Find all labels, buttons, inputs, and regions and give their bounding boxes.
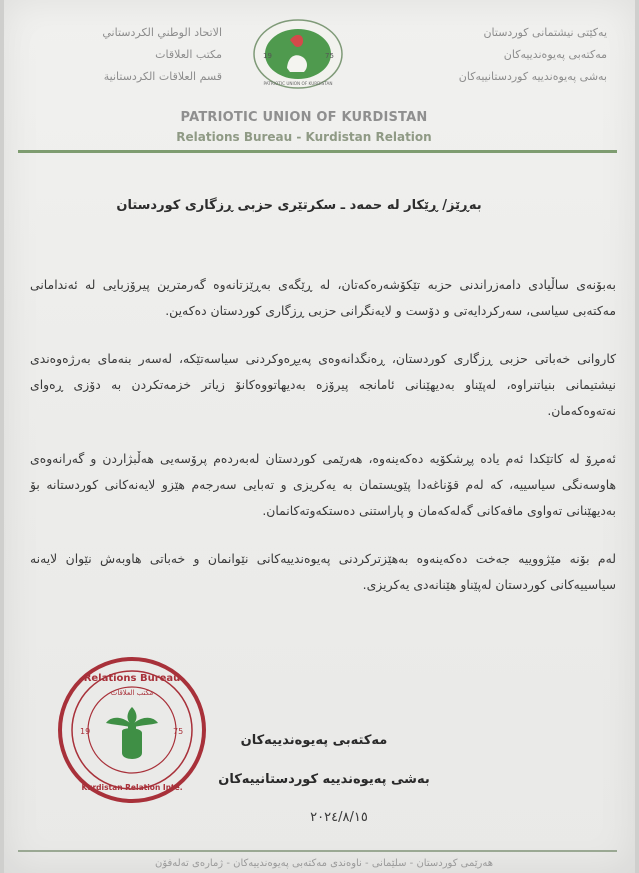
header-kurdish-line-2: مەکتەبی پەیوەندییەکان: [503, 48, 607, 61]
english-title: PATRIOTIC UNION OF KURDISTAN: [180, 110, 428, 125]
english-subtitle: Relations Bureau - Kurdistan Relation: [176, 130, 432, 144]
header-divider: [18, 150, 617, 153]
footer-text: هەرێمی کوردستان - سلێمانی - ناوەندی مەکتەبی پەیوەندییەکان - ژمارەی تەلەفۆن: [154, 858, 493, 869]
letter-paragraph-1: بەبۆنەی ساڵیادی دامەزراندنی حزبە تێکۆشەرەکەتان، لە ڕێگەی بەڕێزتانەوە گەرمترین پیرۆزبایی لە ئەندامانی مەکتەبی سیاسی، سەرکردایەتی و دۆست و لایەنگرانی حزبی ڕزگاری کوردستان دەکەین.: [30, 277, 616, 318]
header-kurdish-line-1: یەکێتی نیشتمانی کوردستان: [483, 26, 607, 39]
official-seal-icon: [56, 655, 208, 805]
logo-ring-text: PATRIOTIC UNION OF KURDISTAN: [263, 81, 333, 86]
letter-paper: [4, 0, 635, 873]
seal-bottom-text: Kurdistan Relation Inte.: [81, 783, 183, 792]
letter-paragraph-2: کاروانی خەباتی حزبی ڕزگاری کوردستان، ڕەنگدانەوەی پەیڕەوکردنی سیاسەتێکە، لەسەر بنەمای بەرژەوەندی نیشتیمانی بنیاتنراوە، لەپێناو بەدیهێنانی ئامانجە پیرۆزە بەدیهاتووەکانۆ زیاتر خزمەتکردن بە دۆزی ڕەوای نەتەوەکەمان.: [30, 351, 616, 418]
header-arabic-line-1: الاتحاد الوطني الكردستاني: [102, 26, 222, 39]
header-arabic: [22, 22, 222, 88]
seal-year-right: 75: [173, 727, 184, 736]
seal-outer-text: Relations Bureau: [83, 673, 181, 684]
puk-logo-icon: [252, 18, 344, 90]
letter-paragraph-4: لەم بۆنە مێژووییە جەخت دەکەینەوە بەهێزترکردنی پەیوەندییەکانی نێوانمان و خەباتی هاوبەش نێوان لایەنە سیاسییەکانی کوردستان لەپێناو هێنانەدی یەکریزی.: [30, 551, 616, 592]
letter-paragraph-3: ئەمڕۆ لە کاتێکدا ئەم یادە پڕشکۆیە دەکەینەوە، هەرێمی کوردستان لەبەردەم پرۆسەیی هەڵبژاردن و گەرانەوەی هاوسەنگی سیاسییە، کە لەم قۆناغەدا پێویستمان بە یەکریزی و تەبایی سەرجەم هێزو لایەنەکانی کوردستانە بۆ بەدیهێنانی تەواوی مافەکانی گەلەکەمان و پاراستنی دەستکەوتەکانمان.: [30, 451, 616, 518]
header-kurdish-line-3: بەشی پەیوەندییە کوردستانییەکان: [458, 70, 607, 83]
letter-date: ٢٠٢٤/٨/١٥: [310, 810, 368, 825]
header-arabic-line-3: قسم العلاقات الكردستانية: [103, 70, 222, 83]
signature-office: مەکتەبی پەیوەندییەکان: [240, 733, 388, 748]
letter-body: [30, 272, 616, 620]
logo-year-right: 75: [325, 52, 334, 60]
letter-addressee: بەڕێز/ ڕێکار لە حمەد ـ سکرتێری حزبی ڕزگاری کوردستان: [116, 198, 482, 213]
logo-year-left: 19: [263, 52, 272, 60]
seal-year-left: 19: [80, 727, 91, 736]
header-arabic-line-2: مكتب العلاقات: [155, 48, 222, 61]
header-kurdish: [397, 22, 607, 88]
seal-inner-text: مکتب العلاقات: [110, 689, 154, 697]
footer-divider: [18, 850, 617, 852]
signature-department: بەشی پەیوەندییە کوردستانییەکان: [218, 772, 430, 787]
